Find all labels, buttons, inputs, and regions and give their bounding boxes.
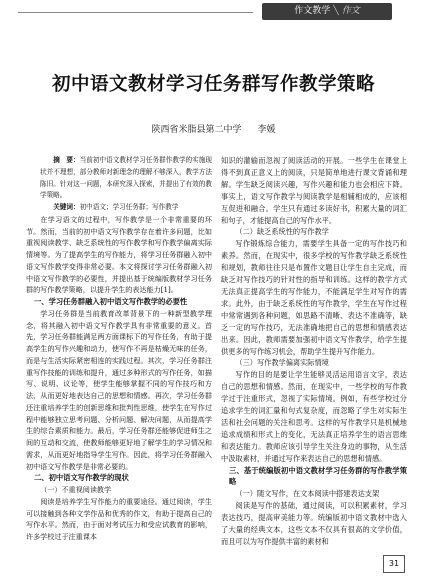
subsection-heading: （一）不重视阅读教学 bbox=[40, 485, 112, 494]
section-tag bbox=[262, 3, 392, 20]
section-heading: 一、学习任务群融入初中语文写作教学的必要性 bbox=[34, 297, 188, 306]
author-affiliation: 陕西省米脂县第二中学 bbox=[151, 125, 242, 135]
keywords-text: 初中语文；学习任务群；写作教学 bbox=[79, 203, 179, 211]
body-paragraph: 在学习语文的过程中，写作教学是一个非常重要的环节。然而，当前的初中语文写作教学存在着许多问题，比如重视阅读教学、缺乏系统性的写作教学和写作教学偏离实际情境等。为了提高学生的写作能力，将学习任务群融入初中语文写作教学变得非常必要。本文将探讨学习任务群融入初中语文写作教学的必要性，并提出基于统编版教材学习任务群的写作教学策略，以提升学生的表达能力[1]。 bbox=[26, 214, 212, 295]
body-paragraph: 阅读是培养学生写作能力的重要途径。通过阅读，学生可以接触到各种文学作品和优秀的作文，有助于提高自己的写作水平。然而，由于面对考试压力和受应试教育的影响，许多学校过于注重课本 bbox=[26, 496, 212, 541]
right-column bbox=[221, 155, 407, 548]
abstract bbox=[26, 155, 212, 202]
section-script-mark: 作文 bbox=[341, 6, 360, 16]
body-paragraph: 学习任务群是当前教育改革背景下的一种新型教学理念，将其融入初中语文写作教学具有非常重要的意义。首先，学习任务群能满足两方面课标下的写作任务，有助于提高学生的写作兴趣和动力，使写作不再是枯燥无味的任务，而是与生活实际紧密相连的实践过程。其次，学习任务群注重写作技能的训练和提升，通过多种形式的写作任务，如描写、说明、议论等，使学生能够掌握不同的写作技巧和方法，从而更好地表达自己的思想和情感。再次，学习任务群还注重培养学生的创新思维和批判性思维，使学生在写作过程中能够独立思考问题、分析问题、解决问题，从而提高学生的综合素质和能力。最后，学习任务群还能够促进师生之间的互动和交流，使教师能够更好地了解学生的学习情况和需求，从而更好地指导学生写作。因此，将学习任务群融入初中语文写作教学是非常必要的。 bbox=[26, 308, 212, 471]
section-separator: ╲ bbox=[333, 6, 339, 16]
subsection-heading: （一）随文写作，在文本阅读中搭建表达支架 bbox=[235, 489, 380, 499]
page-header bbox=[0, 0, 427, 24]
byline bbox=[0, 122, 427, 135]
body-paragraph: 知识的灌输而忽视了阅读活动的开展。一些学生在课堂上得不到真正意义上的阅读，只是简单地进行课文背诵和理解。学生缺乏阅读兴趣，写作兴趣和能力也会相应下降。事实上，语文写作教学与阅读教学是相辅相成的，应该相互促进和融合。学生只有通过多读好书，积累大量的词汇和句子，才能提高自己的写作水平。 bbox=[221, 156, 407, 225]
body-paragraph: 阅读是写作的基础，通过阅读，可以积累素材，学习表达技巧，提高审美能力等。统编版初中语文教材中选入了大量的经典文本，这些文本不仅具有很高的文学价值，而且可以为写作提供丰富的素材和 bbox=[221, 501, 407, 546]
keywords-lead: 关键词： bbox=[53, 203, 80, 211]
left-column bbox=[26, 155, 212, 543]
keywords bbox=[26, 202, 212, 214]
article-title: 初中语文教材学习任务群写作教学策略 bbox=[51, 74, 375, 95]
section-heading: 二、初中语文写作教学的现状 bbox=[34, 473, 129, 483]
abstract-lead: 摘 要： bbox=[53, 156, 80, 164]
subsection-heading: （二）缺乏系统性的写作教学 bbox=[235, 227, 329, 237]
page-number: 31 bbox=[383, 555, 405, 573]
abstract-text: 当前初中语文教材学习任务群作教学的实施现状并不理想，部分教师对新理念的理解不够深入，教学方法陈旧。针对这一问题，本研究深入探索，并提出了有效的教学策略。 bbox=[40, 156, 213, 200]
body-paragraph: 写作锻炼综合能力，需要学生具备一定的写作技巧和素养。然而，在现实中，很多学校的写作教学缺乏系统性和规划，教师往往只是布置作文题目让学生自主完成，而缺乏对写作技巧的针对性的指导和训练。这样的教学方式无法真正提高学生的写作能力，不能满足学生对写作的需求。此外，由于缺乏系统性的写作教学，学生在写作过程中常常遇到各种问题，如思路不清晰、表达不准确等，缺乏一定的写作技巧，无法准确地把自己的思想和情感表达出来。因此，教师需要加强初中语文写作教学，给学生提供更多的写作练习机会，帮助学生提升写作能力。 bbox=[221, 239, 407, 356]
section-label: 作文教学 bbox=[294, 6, 331, 16]
header-rule bbox=[18, 12, 253, 13]
subsection-heading: （三）写作教学偏离实际情境 bbox=[235, 358, 329, 368]
section-heading: 三、基于统编版初中语文教材学习任务群的写作教学策略 bbox=[229, 465, 407, 487]
body-paragraph: 写作的目的是要让学生能够灵活运用语言文字，表达自己的思想和情感。然而，在现实中，一些学校的写作教学过于注重形式，忽视了实际情境。例如，有些学校过分追求学生的词汇量和句式复杂度，而忽略了学生对实际生活和社会问题的关注和思考。这样的写作教学只是机械地追求成绩和形式上的变化，无法真正培养学生的语言思维和表达能力。教师应该引导学生关注身边的事物，从生活中汲取素材，并通过写作来表达自己的思想和情感。 bbox=[221, 370, 407, 463]
author-name: 李媛 bbox=[257, 125, 276, 135]
